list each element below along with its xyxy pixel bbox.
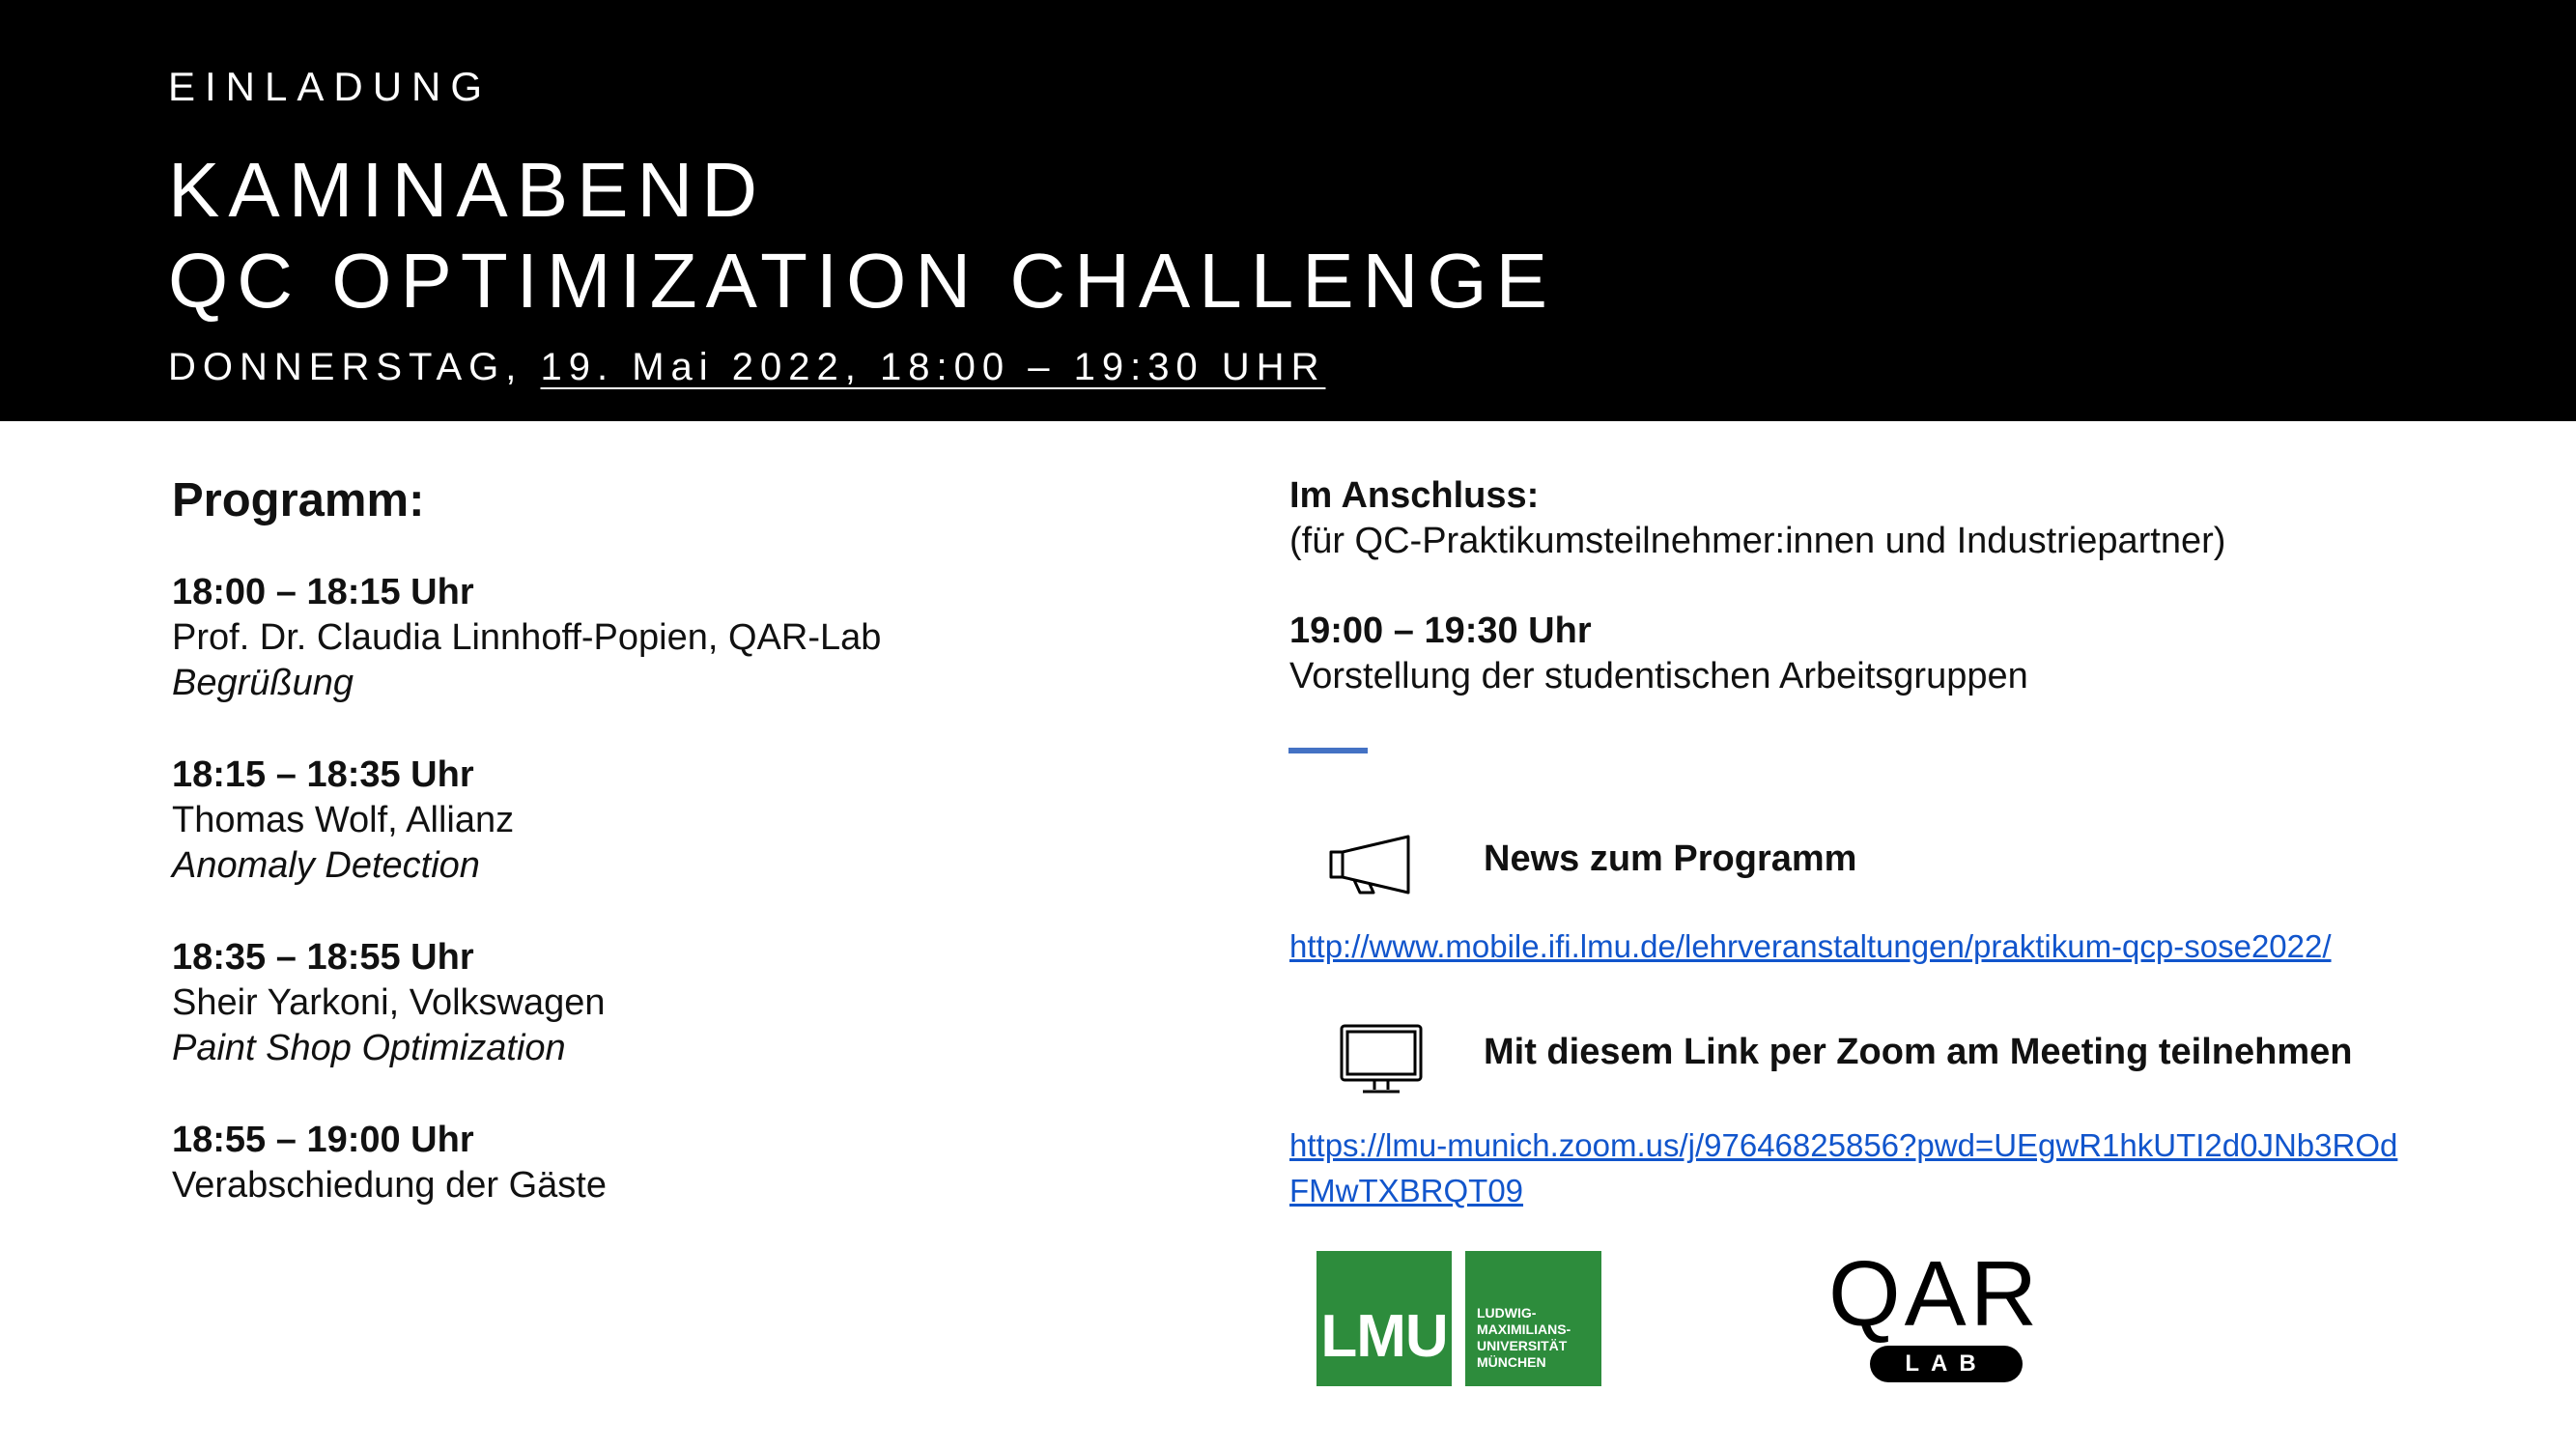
event-title-line2: QC OPTIMIZATION CHALLENGE bbox=[168, 238, 1556, 324]
lmu-name-line: LUDWIG- bbox=[1477, 1305, 1537, 1321]
lmu-name-line: MAXIMILIANS- bbox=[1477, 1321, 1571, 1337]
megaphone-icon bbox=[1325, 831, 1422, 898]
program-item-time: 18:15 – 18:35 Uhr bbox=[172, 754, 474, 795]
event-date bbox=[168, 346, 1325, 389]
program-item-time: 18:00 – 18:15 Uhr bbox=[172, 572, 474, 612]
date-value: 19. Mai 2022, 18:00 – 19:30 UHR bbox=[540, 346, 1326, 388]
news-label: News zum Programm bbox=[1484, 838, 1857, 879]
date-prefix: DONNERSTAG, bbox=[168, 346, 541, 388]
program-item bbox=[172, 753, 1234, 889]
program-item-person: Sheir Yarkoni, Volkswagen bbox=[172, 982, 606, 1023]
lmu-logo-name bbox=[1465, 1251, 1601, 1386]
program-heading: Programm: bbox=[172, 474, 425, 526]
afterwards-time: 19:00 – 19:30 Uhr bbox=[1289, 611, 1592, 651]
program-item-subtitle: Begrüßung bbox=[172, 663, 354, 703]
monitor-icon bbox=[1338, 1022, 1425, 1099]
invitation-kicker: EINLADUNG bbox=[168, 64, 493, 109]
afterwards-heading: Im Anschluss: bbox=[1289, 475, 1540, 516]
lmu-logo-mark bbox=[1316, 1251, 1452, 1386]
program-item-person: Thomas Wolf, Allianz bbox=[172, 800, 515, 840]
program-item-person: Prof. Dr. Claudia Linnhoff-Popien, QAR-Lab bbox=[172, 617, 882, 658]
qar-logo-text: QAR bbox=[1828, 1242, 2042, 1346]
news-link[interactable]: http://www.mobile.ifi.lmu.de/lehrveranstaltungen/praktikum-qcp-sose2022/ bbox=[1289, 928, 2332, 964]
event-title-line1: KAMINABEND bbox=[168, 147, 766, 233]
program-item-person: Verabschiedung der Gäste bbox=[172, 1165, 607, 1206]
lmu-name-line: UNIVERSITÄT bbox=[1477, 1338, 1568, 1353]
program-item-time: 18:35 – 18:55 Uhr bbox=[172, 937, 474, 978]
program-section bbox=[172, 473, 1234, 1255]
program-item-time: 18:55 – 19:00 Uhr bbox=[172, 1120, 474, 1160]
program-item-subtitle: Paint Shop Optimization bbox=[172, 1028, 566, 1068]
program-item bbox=[172, 935, 1234, 1071]
afterwards-description: Vorstellung der studentischen Arbeitsgruppen bbox=[1289, 656, 2028, 696]
program-item-subtitle: Anomaly Detection bbox=[172, 845, 480, 886]
program-item bbox=[172, 1118, 1234, 1208]
qar-lab-logo bbox=[1828, 1242, 2051, 1391]
section-divider bbox=[1288, 748, 1368, 753]
lmu-name-line: MÜNCHEN bbox=[1477, 1354, 1546, 1370]
lmu-logo-text: LMU bbox=[1320, 1303, 1448, 1370]
header-banner bbox=[0, 0, 2576, 421]
zoom-link[interactable]: https://lmu-munich.zoom.us/j/97646825856?pwd=UEgwR1hkUTI2d0JNb3ROdFMwTXBRQT09 bbox=[1289, 1127, 2398, 1208]
event-title bbox=[168, 145, 1556, 327]
program-item bbox=[172, 570, 1234, 706]
lmu-name-text bbox=[1477, 1305, 1571, 1371]
qar-lab-pill: LAB bbox=[1870, 1346, 2023, 1382]
zoom-label: Mit diesem Link per Zoom am Meeting teilnehmen bbox=[1484, 1032, 2353, 1072]
afterwards-section bbox=[1289, 473, 2400, 699]
afterwards-subtitle: (für QC-Praktikumsteilnehmer:innen und Industriepartner) bbox=[1289, 521, 2226, 561]
